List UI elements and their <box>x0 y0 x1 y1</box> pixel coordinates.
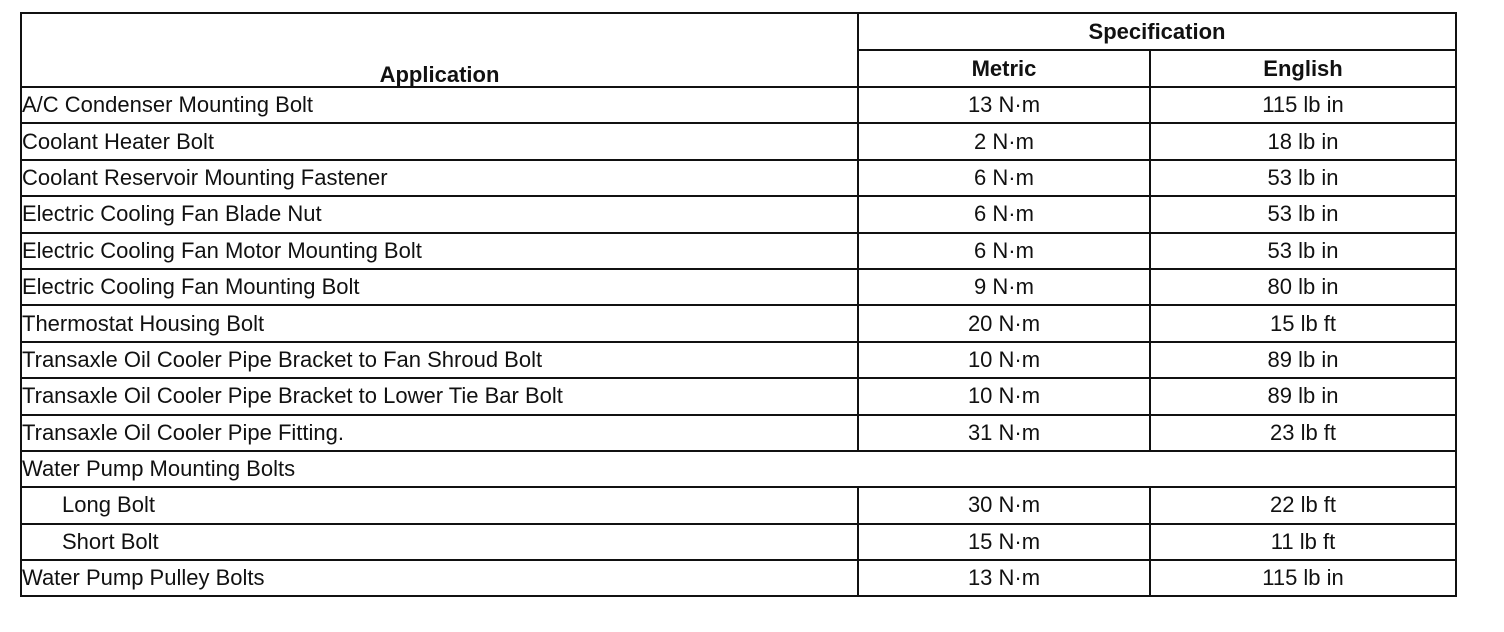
english-cell: 22 lb ft <box>1150 487 1456 523</box>
english-cell: 53 lb in <box>1150 233 1456 269</box>
application-cell: Electric Cooling Fan Mounting Bolt <box>21 269 858 305</box>
metric-cell: 6 N·m <box>858 233 1150 269</box>
table-row <box>21 160 1456 196</box>
metric-cell: 15 N·m <box>858 524 1150 560</box>
header-metric: Metric <box>858 50 1150 87</box>
header-row-top <box>21 13 1456 50</box>
application-cell: Short Bolt <box>21 524 858 560</box>
water-pump-group-label: Water Pump Mounting Bolts <box>21 451 1456 487</box>
metric-cell: 9 N·m <box>858 269 1150 305</box>
application-cell: Transaxle Oil Cooler Pipe Bracket to Fan Shroud Bolt <box>21 342 858 378</box>
metric-cell: 6 N·m <box>858 160 1150 196</box>
table-row <box>21 342 1456 378</box>
english-cell: 115 lb in <box>1150 87 1456 123</box>
application-cell: Coolant Heater Bolt <box>21 123 858 159</box>
application-cell: A/C Condenser Mounting Bolt <box>21 87 858 123</box>
header-specification: Specification <box>858 13 1456 50</box>
application-cell: Electric Cooling Fan Blade Nut <box>21 196 858 232</box>
metric-cell: 10 N·m <box>858 342 1150 378</box>
english-cell: 53 lb in <box>1150 196 1456 232</box>
english-cell: 115 lb in <box>1150 560 1456 596</box>
table-row <box>21 487 1456 523</box>
application-cell: Thermostat Housing Bolt <box>21 305 858 341</box>
table-row <box>21 560 1456 596</box>
english-cell: 89 lb in <box>1150 378 1456 414</box>
english-cell: 53 lb in <box>1150 160 1456 196</box>
application-cell: Long Bolt <box>21 487 858 523</box>
english-cell: 11 lb ft <box>1150 524 1456 560</box>
metric-cell: 13 N·m <box>858 87 1150 123</box>
application-cell: Transaxle Oil Cooler Pipe Fitting. <box>21 415 858 451</box>
table-row <box>21 87 1456 123</box>
english-cell: 80 lb in <box>1150 269 1456 305</box>
table-row <box>21 305 1456 341</box>
application-cell: Transaxle Oil Cooler Pipe Bracket to Lower Tie Bar Bolt <box>21 378 858 414</box>
table-row <box>21 123 1456 159</box>
english-cell: 18 lb in <box>1150 123 1456 159</box>
metric-cell: 2 N·m <box>858 123 1150 159</box>
header-english: English <box>1150 50 1456 87</box>
metric-cell: 13 N·m <box>858 560 1150 596</box>
header-application: Application <box>21 13 858 87</box>
torque-specification-table <box>20 12 1457 597</box>
metric-cell: 6 N·m <box>858 196 1150 232</box>
metric-cell: 31 N·m <box>858 415 1150 451</box>
table-row <box>21 524 1456 560</box>
english-cell: 23 lb ft <box>1150 415 1456 451</box>
english-cell: 89 lb in <box>1150 342 1456 378</box>
table-row <box>21 378 1456 414</box>
metric-cell: 20 N·m <box>858 305 1150 341</box>
application-cell: Water Pump Pulley Bolts <box>21 560 858 596</box>
application-cell: Coolant Reservoir Mounting Fastener <box>21 160 858 196</box>
application-cell: Electric Cooling Fan Motor Mounting Bolt <box>21 233 858 269</box>
table-row <box>21 415 1456 451</box>
group-header-row <box>21 451 1456 487</box>
english-cell: 15 lb ft <box>1150 305 1456 341</box>
table-row <box>21 196 1456 232</box>
table-row <box>21 233 1456 269</box>
metric-cell: 10 N·m <box>858 378 1150 414</box>
table-row <box>21 269 1456 305</box>
metric-cell: 30 N·m <box>858 487 1150 523</box>
